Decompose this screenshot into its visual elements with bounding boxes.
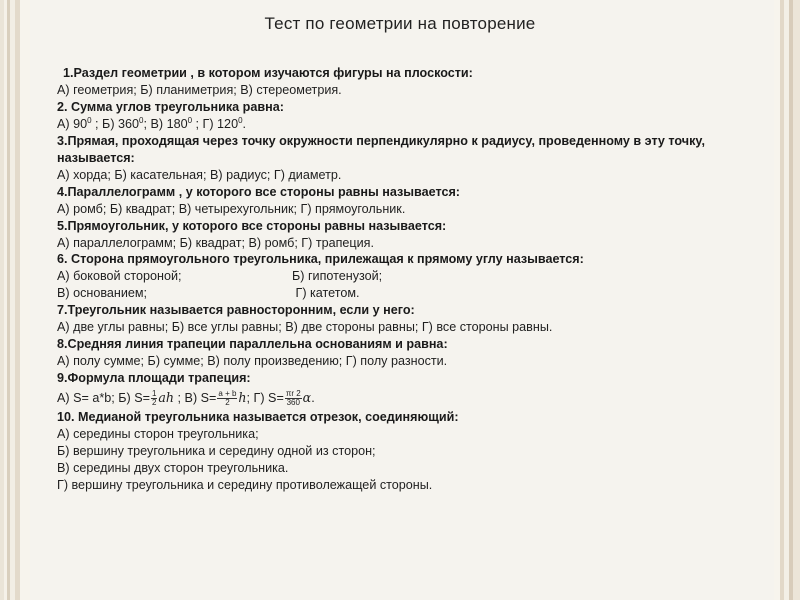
answer-6a: А) боковой стороной; — [57, 269, 182, 284]
answers-5: А) параллелограмм; Б) квадрат; В) ромб; Г) трапеция. — [57, 235, 374, 250]
fraction-half: $\frac{1}{2}$ — [151, 389, 157, 408]
answers-3: А) хорда; Б) касательная; В) радиус; Г) диаметр. — [57, 167, 342, 182]
answers-10b: Б) вершину треугольника и середину одной из сторон; — [57, 444, 376, 459]
answer-6d: Г) катетом. — [292, 286, 360, 301]
question-8: 8.Средняя линия трапеции параллельна основаниям и равна: — [57, 337, 448, 352]
answers-8: А) полу сумме; Б) сумме; В) полу произведению; Г) полу разности. — [57, 354, 448, 369]
degree-sup: 0 — [139, 115, 144, 125]
question-1: 1.Раздел геометрии , в котором изучаются фигуры на плоскости: — [63, 66, 473, 80]
answer-6b: Б) гипотенузой; — [292, 269, 383, 284]
answers-4: А) ромб; Б) квадрат; В) четырехугольник; Г) прямоугольник. — [57, 201, 406, 216]
answer-2c: ; В) 180 — [143, 116, 188, 131]
question-6: 6. Сторона прямоугольного треугольника, прилежащая к прямому углу называется: — [57, 252, 584, 267]
right-decoration — [774, 0, 800, 600]
answers-9: А) S= a*b; Б) S= $\frac{1}{2}$ ah ; В) S= $\frac{a + b}{2}$ h; Г) S= $\frac{\pi r 2}{360}$ α. — [57, 389, 315, 408]
test-content — [57, 65, 757, 494]
answers-6-line2 — [57, 285, 757, 302]
fraction-pi-r2: $\frac{\pi r 2}{360}$ — [285, 389, 301, 408]
question-10: 10. Медианой треугольника называется отрезок, соединяющий: — [57, 410, 459, 425]
question-7: 7.Треугольник называется равносторонним, если у него: — [57, 303, 415, 318]
degree-sup: 0 — [238, 115, 243, 125]
question-9: 9.Формула площади трапеция: — [57, 371, 251, 386]
answers-1: А) геометрия; Б) планиметрия; В) стереометрия. — [57, 82, 342, 97]
answers-7: А) две углы равны; Б) все углы равны; В) две стороны равны; Г) все стороны равны. — [57, 320, 553, 335]
degree-sup: 0 — [187, 115, 193, 125]
answer-2a: А) 90 — [57, 116, 88, 131]
fraction-a-plus-b: $\frac{a + b}{2}$ — [218, 389, 237, 408]
page-title: Тест по геометрии на повторение — [264, 14, 536, 33]
answer-6c: В) основанием; — [57, 286, 148, 301]
answers-10d: Г) вершину треугольника и середину противолежащей стороны. — [57, 477, 433, 492]
answer-2d: ; Г) 120 — [192, 116, 239, 131]
left-decoration — [0, 0, 30, 600]
degree-sup: 0 — [87, 115, 92, 125]
answer-2-end: . — [242, 116, 247, 131]
question-3: 3.Прямая, проходящая через точку окружности перпендикулярно к радиусу, проведенному в эту точку, — [57, 133, 705, 148]
answers-10a: А) середины сторон треугольника; — [57, 427, 259, 442]
answer-9a: А) S= a*b; Б) S= — [57, 391, 150, 406]
question-5: 5.Прямоугольник, у которого все стороны равны называется: — [57, 218, 447, 233]
answer-9c: ; В) S= — [174, 391, 217, 406]
answers-10c: В) середины двух сторон треугольника. — [57, 460, 289, 475]
question-3-cont: называется: — [57, 150, 135, 165]
answer-9d: ; Г) S= — [246, 391, 284, 406]
question-4: 4.Параллелограмм , у которого все стороны равны называется: — [57, 184, 460, 199]
answers-6-line1 — [57, 268, 757, 285]
answers-2 — [57, 116, 757, 133]
question-2: 2. Сумма углов треугольника равна: — [57, 99, 284, 114]
answer-2b: ; Б) 360 — [91, 116, 140, 131]
